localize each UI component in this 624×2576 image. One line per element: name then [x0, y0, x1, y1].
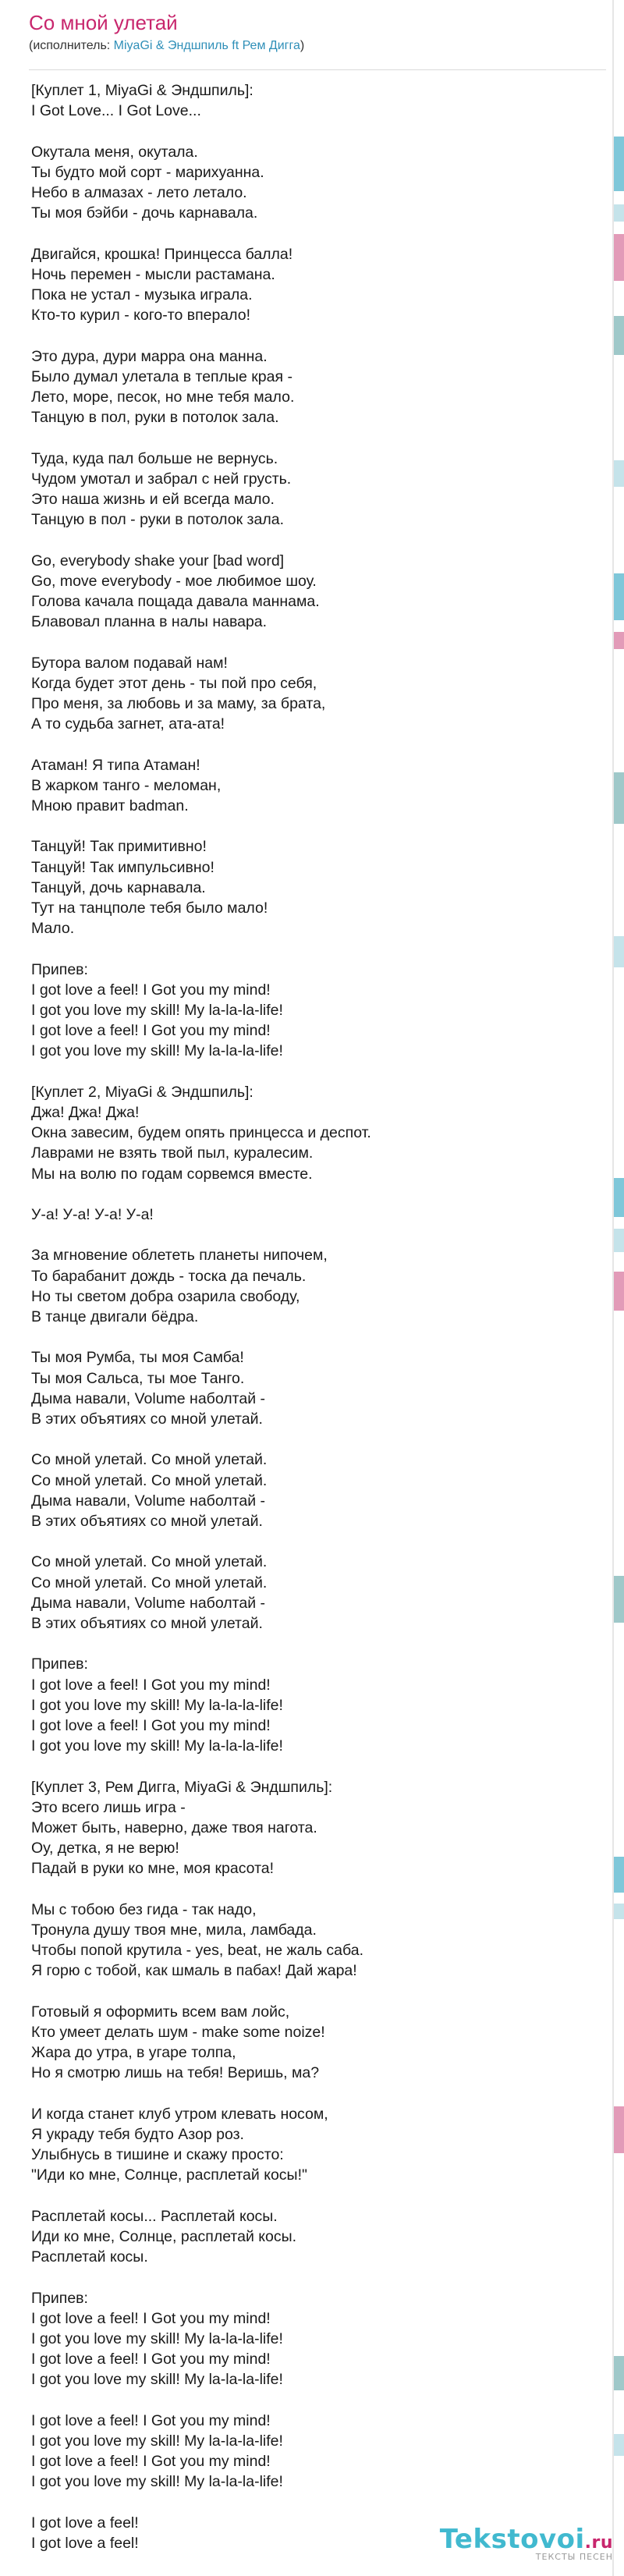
lyrics-line: Жара до утра, в угаре толпа,	[31, 2044, 236, 2062]
lyrics-line: Go, everybody shake your [bad word]	[31, 552, 285, 569]
lyrics-line: Расплетай косы.	[31, 2248, 148, 2266]
lyrics-stanza	[31, 1449, 601, 1531]
lyrics-stanza	[31, 2002, 601, 2084]
lyrics-line: У-а! У-а! У-а! У-а!	[31, 1206, 154, 1223]
lyrics-line: I got love a feel! I Got you my mind!	[31, 1717, 271, 1734]
lyrics-line: Это наша жизнь и ей всегда мало.	[31, 491, 275, 508]
lyrics-line: Блавовал планна в налы навара.	[31, 613, 268, 631]
artist-line	[29, 39, 304, 53]
artist-prefix: (исполнитель:	[29, 39, 114, 52]
lyrics-line: Кто умеет делать шум - make some noize!	[31, 2024, 325, 2041]
lyrics-line: Go, move everybody - мое любимое шоу.	[31, 572, 317, 590]
lyrics-line: Ты будто мой сорт - марихуанна.	[31, 163, 264, 181]
lyrics-line: I got love a feel! I Got you my mind!	[31, 1676, 271, 1694]
lyrics-line: [Куплет 2, MiyaGi & Эндшпиль]:	[31, 1083, 254, 1101]
lyrics-line: Дыма навали, Volume наболтай -	[31, 1389, 265, 1407]
lyrics-line: Оу, детка, я не верю!	[31, 1840, 179, 1857]
lyrics-line: А то судьба загнет, ата-ата!	[31, 715, 225, 733]
lyrics-line: Двигайся, крошка! Принцесса балла!	[31, 245, 293, 263]
lyrics-stanza	[31, 142, 601, 224]
lyrics-line: I got love a feel!	[31, 2535, 139, 2552]
lyrics-line: Дыма навали, Volume наболтай -	[31, 1594, 265, 1612]
lyrics-line: Припев:	[31, 1655, 88, 1673]
lyrics-line: Ты моя бэйби - дочь карнавала.	[31, 204, 258, 222]
lyrics-line: I got love a feel! I Got you my mind!	[31, 2411, 271, 2429]
lyrics-line: То барабанит дождь - тоска да печаль.	[31, 1267, 307, 1285]
lyrics-line: Окутала меня, окутала.	[31, 143, 198, 161]
lyrics-line: I got love a feel! I Got you my mind!	[31, 2351, 271, 2368]
lyrics-line: Ты моя Румба, ты моя Самба!	[31, 1349, 244, 1367]
lyrics-line: Улыбнусь в тишине и скажу просто:	[31, 2146, 284, 2164]
lyrics-line: В жарком танго - меломан,	[31, 776, 222, 794]
lyrics-line: За мгновение облететь планеты нипочем,	[31, 1247, 328, 1265]
song-title: Со мной улетай	[29, 11, 178, 34]
lyrics-line: Расплетай косы... Расплетай косы.	[31, 2207, 278, 2225]
lyrics-line: Джа! Джа! Джа!	[31, 1104, 140, 1121]
lyrics-line: I got love a feel! I Got you my mind!	[31, 1022, 271, 1040]
lyrics-stanza	[31, 2288, 601, 2390]
lyrics-stanza	[31, 1552, 601, 1634]
lyrics-stanza	[31, 2411, 601, 2493]
lyrics-line: [Куплет 3, Рем Дигга, MiyaGi & Эндшпиль]:	[31, 1778, 333, 1796]
lyrics-line: Чудом умотал и забрал с ней грусть.	[31, 470, 292, 488]
lyrics-stanza	[31, 2104, 601, 2186]
lyrics-line: I got love a feel! I Got you my mind!	[31, 981, 271, 999]
lyrics-line: Небо в алмазах - лето летало.	[31, 184, 247, 201]
lyrics-line: I got you love my skill! My la-la-la-life!	[31, 2371, 283, 2389]
lyrics-stanza	[31, 244, 601, 326]
lyrics-line: В танце двигали бёдра.	[31, 1308, 199, 1325]
lyrics-line: Дыма навали, Volume наболтай -	[31, 1492, 265, 1510]
site-logo[interactable]	[440, 2524, 613, 2562]
lyrics-line: I got love a feel! I Got you my mind!	[31, 2309, 271, 2327]
lyrics-stanza	[31, 1082, 601, 1184]
lyrics-line: Тронула душу твоя мне, мила, ламбада.	[31, 1921, 317, 1939]
title-divider	[29, 69, 606, 70]
lyrics-stanza	[31, 653, 601, 735]
lyrics-stanza	[31, 449, 601, 530]
lyrics-line: Было думал улетала в теплые края -	[31, 367, 292, 385]
lyrics-line: Готовый я оформить всем вам лойс,	[31, 2003, 290, 2021]
lyrics-line: Кто-то курил - кого-то вперало!	[31, 307, 251, 325]
lyrics-line: I got you love my skill! My la-la-la-life!	[31, 1042, 283, 1060]
lyrics-line: Танцуй, дочь карнавала.	[31, 878, 206, 896]
lyrics-line: I got you love my skill! My la-la-la-life!	[31, 1737, 283, 1755]
lyrics-line: Падай в руки ко мне, моя красота!	[31, 1860, 275, 1878]
lyrics-stanza	[31, 551, 601, 633]
lyrics-line: Это всего лишь игра -	[31, 1798, 186, 1816]
lyrics-line: Бутора валом подавай нам!	[31, 654, 228, 672]
lyrics-line: I got you love my skill! My la-la-la-life!	[31, 1002, 283, 1019]
lyrics-stanza	[31, 1900, 601, 1982]
logo-name: Tekstovoi	[439, 2524, 585, 2555]
lyrics-line: Атаман! Я типа Атаман!	[31, 756, 200, 774]
lyrics-line: I got you love my skill! My la-la-la-life!	[31, 2473, 283, 2491]
lyrics-stanza	[31, 346, 601, 428]
lyrics-line: В этих объятиях со мной улетай.	[31, 1410, 263, 1428]
lyrics-line: Мы на волю по годам сорвемся вместе.	[31, 1165, 313, 1183]
lyrics-line: "Иди ко мне, Солнце, расплетай косы!"	[31, 2166, 307, 2184]
lyrics-line: Про меня, за любовь и за маму, за брата,	[31, 695, 326, 712]
lyrics-stanza	[31, 1205, 601, 1225]
lyrics-line: Туда, куда пал больше не вернусь.	[31, 449, 278, 467]
lyrics-line: В этих объятиях со мной улетай.	[31, 1615, 263, 1632]
lyrics-stanza	[31, 836, 601, 939]
lyrics-line: Но я смотрю лишь на тебя! Веришь, ма?	[31, 2064, 320, 2082]
lyrics-line: Припев:	[31, 960, 88, 978]
lyrics-line: Танцуй! Так примитивно!	[31, 838, 207, 856]
lyrics-line: Танцуй! Так импульсивно!	[31, 858, 214, 876]
lyrics-line: Когда будет этот день - ты пой про себя,	[31, 674, 317, 692]
artist-link[interactable]: MiyaGi & Эндшпиль ft Рем Дигга	[113, 39, 300, 52]
lyrics-line: Со мной улетай. Со мной улетай.	[31, 1574, 268, 1591]
lyrics-line: Со мной улетай. Со мной улетай.	[31, 1451, 268, 1469]
logo-tagline: ТЕКСТЫ ПЕСЕН	[535, 2552, 613, 2562]
lyrics-line: Танцую в пол, руки в потолок зала.	[31, 409, 279, 427]
lyrics-line: [Куплет 1, MiyaGi & Эндшпиль]:	[31, 82, 254, 99]
lyrics-line: Пока не устал - музыка играла.	[31, 286, 253, 303]
lyrics-stanza	[31, 1654, 601, 1756]
lyrics-line: I got you love my skill! My la-la-la-life!	[31, 2432, 283, 2450]
lyrics-line: Но ты светом добра озарила свободу,	[31, 1287, 300, 1305]
lyrics-stanza	[31, 2206, 601, 2268]
lyrics-line: Со мной улетай. Со мной улетай.	[31, 1553, 268, 1571]
lyrics-line: Окна завесим, будем опять принцесса и деспот.	[31, 1124, 371, 1142]
lyrics-line: I got you love my skill! My la-la-la-life!	[31, 2330, 283, 2347]
lyrics-line: Ночь перемен - мысли растамана.	[31, 265, 275, 283]
lyrics-line: Я горю с тобой, как шмаль в пабах! Дай жара!	[31, 1962, 357, 1980]
lyrics-line: Танцую в пол - руки в потолок зала.	[31, 511, 284, 529]
lyrics-line: Лето, море, песок, но мне тебя мало.	[31, 389, 295, 406]
lyrics-line: Ты моя Сальса, ты мое Танго.	[31, 1369, 245, 1387]
lyrics-line: Чтобы попой крутила - yes, beat, не жаль саба.	[31, 1942, 363, 1960]
lyrics-stanza	[31, 1245, 601, 1327]
lyrics-line: Со мной улетай. Со мной улетай.	[31, 1471, 268, 1489]
lyrics-line: Мною правит badman.	[31, 797, 189, 814]
lyrics-line: Это дура, дури марра она манна.	[31, 347, 268, 365]
lyrics-line: Иди ко мне, Солнце, расплетай косы.	[31, 2228, 297, 2245]
lyrics-stanza	[31, 960, 601, 1062]
lyrics-line: Голова качала пощада давала маннама.	[31, 593, 320, 610]
lyrics-line: Мало.	[31, 920, 75, 938]
lyrics-line: Тут на танцполе тебя было мало!	[31, 899, 268, 917]
lyrics-stanza	[31, 1777, 601, 1879]
lyrics-line: Лаврами не взять твой пыл, куралесим.	[31, 1144, 314, 1162]
lyrics-line: В этих объятиях со мной улетай.	[31, 1513, 263, 1530]
artist-suffix: )	[300, 39, 305, 52]
lyrics-line: Мы с тобою без гида - так надо,	[31, 1900, 257, 1918]
lyrics-line: Может быть, наверно, даже твоя нагота.	[31, 1819, 317, 1836]
logo-tld: .ru	[584, 2533, 613, 2553]
lyrics-stanza	[31, 1347, 601, 1429]
lyrics-line: I got love a feel! I Got you my mind!	[31, 2453, 271, 2471]
lyrics-stanza	[31, 80, 601, 121]
lyrics-line: I got you love my skill! My la-la-la-life!	[31, 1696, 283, 1714]
lyrics-line: Припев:	[31, 2289, 88, 2307]
lyrics-stanza	[31, 755, 601, 817]
lyrics-line: И когда станет клуб утром клевать носом,	[31, 2105, 328, 2123]
logo-wordmark	[440, 2524, 613, 2555]
lyrics-line: I got love a feel!	[31, 2514, 139, 2532]
lyrics-line: Я украду тебя будто Азор роз.	[31, 2126, 244, 2143]
lyrics-text	[31, 80, 601, 2574]
lyrics-line: I Got Love... I Got Love...	[31, 102, 201, 120]
